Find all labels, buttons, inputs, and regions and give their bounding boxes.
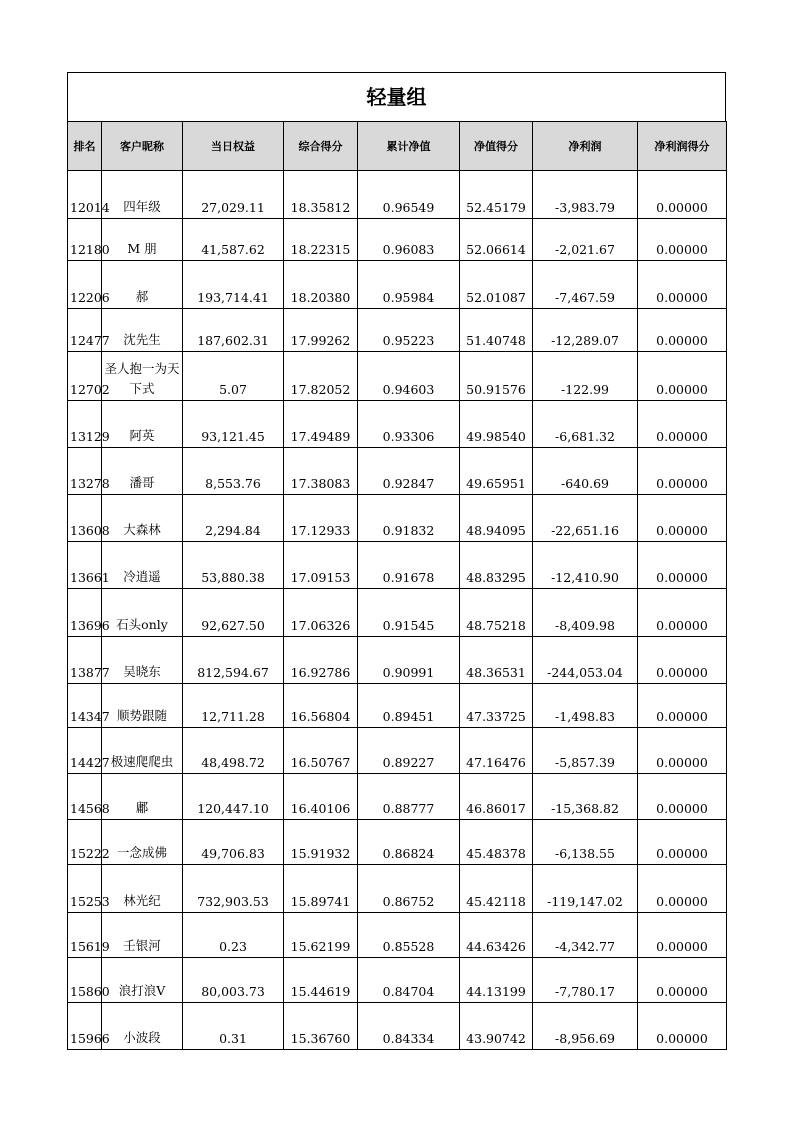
nickname-cell: 潘哥 xyxy=(102,448,183,495)
nav-cell: 0.84334 xyxy=(358,1003,460,1050)
nickname-cell: 圣人抱一为天下式 xyxy=(102,352,183,401)
score-cell: 17.12933 xyxy=(284,495,358,542)
equity-cell: 732,903.53 xyxy=(183,865,284,913)
nav-score-cell: 47.33725 xyxy=(460,684,533,728)
nav-score-cell: 52.06614 xyxy=(460,219,533,261)
equity-cell: 27,029.11 xyxy=(183,171,284,219)
rank-cell: 15860 xyxy=(68,958,102,1003)
nickname-cell: 林光纪 xyxy=(102,865,183,913)
profit-score-cell: 0.00000 xyxy=(638,401,727,448)
table-row xyxy=(68,219,727,261)
nav-cell: 0.89451 xyxy=(358,684,460,728)
equity-cell: 92,627.50 xyxy=(183,589,284,637)
equity-cell: 120,447.10 xyxy=(183,774,284,820)
profit-score-cell: 0.00000 xyxy=(638,913,727,958)
nickname-cell: 四年级 xyxy=(102,171,183,219)
nav-score-cell: 48.36531 xyxy=(460,637,533,684)
header-equity: 当日权益 xyxy=(183,122,284,171)
nav-score-cell: 52.45179 xyxy=(460,171,533,219)
table-row xyxy=(68,958,727,1003)
score-cell: 15.91932 xyxy=(284,820,358,865)
score-cell: 16.92786 xyxy=(284,637,358,684)
nav-score-cell: 52.01087 xyxy=(460,261,533,309)
nickname-cell: 吴晓东 xyxy=(102,637,183,684)
header-nav: 累计净值 xyxy=(358,122,460,171)
table-row xyxy=(68,589,727,637)
nav-cell: 0.86824 xyxy=(358,820,460,865)
nav-score-cell: 44.13199 xyxy=(460,958,533,1003)
profit-score-cell: 0.00000 xyxy=(638,542,727,589)
nav-score-cell: 45.42118 xyxy=(460,865,533,913)
nav-score-cell: 45.48378 xyxy=(460,820,533,865)
score-cell: 18.35812 xyxy=(284,171,358,219)
profit-cell: -12,289.07 xyxy=(533,309,638,352)
score-cell: 17.82052 xyxy=(284,352,358,401)
equity-cell: 49,706.83 xyxy=(183,820,284,865)
equity-cell: 53,880.38 xyxy=(183,542,284,589)
nav-cell: 0.91678 xyxy=(358,542,460,589)
profit-cell: -5,857.39 xyxy=(533,728,638,774)
rank-cell: 13696 xyxy=(68,589,102,637)
profit-score-cell: 0.00000 xyxy=(638,728,727,774)
equity-cell: 93,121.45 xyxy=(183,401,284,448)
table-row xyxy=(68,309,727,352)
rank-cell: 13877 xyxy=(68,637,102,684)
equity-cell: 2,294.84 xyxy=(183,495,284,542)
nav-cell: 0.92847 xyxy=(358,448,460,495)
profit-cell: -7,467.59 xyxy=(533,261,638,309)
score-cell: 16.56804 xyxy=(284,684,358,728)
nav-cell: 0.84704 xyxy=(358,958,460,1003)
table-row xyxy=(68,1003,727,1050)
equity-cell: 0.23 xyxy=(183,913,284,958)
score-cell: 16.40106 xyxy=(284,774,358,820)
nav-score-cell: 48.83295 xyxy=(460,542,533,589)
nav-cell: 0.89227 xyxy=(358,728,460,774)
rank-cell: 12206 xyxy=(68,261,102,309)
table-row xyxy=(68,401,727,448)
nickname-cell: 阿英 xyxy=(102,401,183,448)
header-nav-score: 净值得分 xyxy=(460,122,533,171)
profit-cell: -4,342.77 xyxy=(533,913,638,958)
equity-cell: 48,498.72 xyxy=(183,728,284,774)
score-cell: 15.36760 xyxy=(284,1003,358,1050)
profit-cell: -1,498.83 xyxy=(533,684,638,728)
profit-score-cell: 0.00000 xyxy=(638,495,727,542)
nickname-cell: M 朋 xyxy=(102,219,183,261)
table-row xyxy=(68,684,727,728)
score-cell: 17.09153 xyxy=(284,542,358,589)
nickname-cell: 鄘 xyxy=(102,774,183,820)
nav-score-cell: 48.75218 xyxy=(460,589,533,637)
nav-cell: 0.91832 xyxy=(358,495,460,542)
table-row xyxy=(68,728,727,774)
nav-score-cell: 50.91576 xyxy=(460,352,533,401)
score-cell: 18.22315 xyxy=(284,219,358,261)
header-row xyxy=(68,122,727,171)
rank-cell: 13129 xyxy=(68,401,102,448)
nav-cell: 0.95223 xyxy=(358,309,460,352)
nav-cell: 0.86752 xyxy=(358,865,460,913)
score-cell: 17.06326 xyxy=(284,589,358,637)
nav-score-cell: 44.63426 xyxy=(460,913,533,958)
table-row xyxy=(68,913,727,958)
nickname-cell: 顺势跟随 xyxy=(102,684,183,728)
score-cell: 17.49489 xyxy=(284,401,358,448)
rank-cell: 15619 xyxy=(68,913,102,958)
table-row xyxy=(68,171,727,219)
score-cell: 18.20380 xyxy=(284,261,358,309)
profit-cell: -2,021.67 xyxy=(533,219,638,261)
ranking-sheet xyxy=(67,72,726,1050)
table-row xyxy=(68,495,727,542)
profit-score-cell: 0.00000 xyxy=(638,865,727,913)
profit-cell: -7,780.17 xyxy=(533,958,638,1003)
score-cell: 15.44619 xyxy=(284,958,358,1003)
profit-score-cell: 0.00000 xyxy=(638,637,727,684)
profit-cell: -122.99 xyxy=(533,352,638,401)
ranking-table xyxy=(67,121,727,1050)
profit-score-cell: 0.00000 xyxy=(638,448,727,495)
group-title: 轻量组 xyxy=(67,72,726,121)
equity-cell: 41,587.62 xyxy=(183,219,284,261)
nav-score-cell: 43.90742 xyxy=(460,1003,533,1050)
profit-score-cell: 0.00000 xyxy=(638,1003,727,1050)
profit-cell: -119,147.02 xyxy=(533,865,638,913)
equity-cell: 193,714.41 xyxy=(183,261,284,309)
nickname-cell: 郝 xyxy=(102,261,183,309)
profit-cell: -6,681.32 xyxy=(533,401,638,448)
profit-cell: -244,053.04 xyxy=(533,637,638,684)
nav-cell: 0.95984 xyxy=(358,261,460,309)
header-rank: 排名 xyxy=(68,122,102,171)
profit-score-cell: 0.00000 xyxy=(638,958,727,1003)
rank-cell: 12702 xyxy=(68,352,102,401)
equity-cell: 5.07 xyxy=(183,352,284,401)
table-row xyxy=(68,261,727,309)
profit-cell: -22,651.16 xyxy=(533,495,638,542)
rank-cell: 12014 xyxy=(68,171,102,219)
nickname-cell: 大森林 xyxy=(102,495,183,542)
profit-score-cell: 0.00000 xyxy=(638,171,727,219)
profit-cell: -15,368.82 xyxy=(533,774,638,820)
score-cell: 15.89741 xyxy=(284,865,358,913)
rank-cell: 12180 xyxy=(68,219,102,261)
profit-cell: -8,956.69 xyxy=(533,1003,638,1050)
table-row xyxy=(68,637,727,684)
rank-cell: 15222 xyxy=(68,820,102,865)
profit-score-cell: 0.00000 xyxy=(638,219,727,261)
score-cell: 17.38083 xyxy=(284,448,358,495)
nav-cell: 0.91545 xyxy=(358,589,460,637)
header-profit: 净利润 xyxy=(533,122,638,171)
equity-cell: 12,711.28 xyxy=(183,684,284,728)
nickname-cell: 一念成佛 xyxy=(102,820,183,865)
profit-cell: -12,410.90 xyxy=(533,542,638,589)
rank-cell: 15966 xyxy=(68,1003,102,1050)
nav-score-cell: 46.86017 xyxy=(460,774,533,820)
header-score: 综合得分 xyxy=(284,122,358,171)
nickname-cell: 沈先生 xyxy=(102,309,183,352)
equity-cell: 0.31 xyxy=(183,1003,284,1050)
profit-score-cell: 0.00000 xyxy=(638,774,727,820)
profit-score-cell: 0.00000 xyxy=(638,820,727,865)
profit-cell: -640.69 xyxy=(533,448,638,495)
table-row xyxy=(68,542,727,589)
score-cell: 15.62199 xyxy=(284,913,358,958)
profit-score-cell: 0.00000 xyxy=(638,261,727,309)
nav-cell: 0.96549 xyxy=(358,171,460,219)
nickname-cell: 浪打浪V xyxy=(102,958,183,1003)
table-row xyxy=(68,352,727,401)
table-row xyxy=(68,448,727,495)
rank-cell: 14347 xyxy=(68,684,102,728)
rank-cell: 13661 xyxy=(68,542,102,589)
nav-score-cell: 47.16476 xyxy=(460,728,533,774)
nav-cell: 0.96083 xyxy=(358,219,460,261)
profit-score-cell: 0.00000 xyxy=(638,352,727,401)
profit-score-cell: 0.00000 xyxy=(638,589,727,637)
profit-score-cell: 0.00000 xyxy=(638,309,727,352)
rank-cell: 13608 xyxy=(68,495,102,542)
nav-cell: 0.88777 xyxy=(358,774,460,820)
nav-score-cell: 49.98540 xyxy=(460,401,533,448)
profit-cell: -3,983.79 xyxy=(533,171,638,219)
nav-score-cell: 49.65951 xyxy=(460,448,533,495)
rank-cell: 14427 xyxy=(68,728,102,774)
nickname-cell: 冷逍遥 xyxy=(102,542,183,589)
nav-score-cell: 51.40748 xyxy=(460,309,533,352)
header-profit-score: 净利润得分 xyxy=(638,122,727,171)
nickname-cell: 石头only xyxy=(102,589,183,637)
profit-cell: -6,138.55 xyxy=(533,820,638,865)
nav-score-cell: 48.94095 xyxy=(460,495,533,542)
score-cell: 16.50767 xyxy=(284,728,358,774)
equity-cell: 812,594.67 xyxy=(183,637,284,684)
nickname-cell: 壬银河 xyxy=(102,913,183,958)
equity-cell: 80,003.73 xyxy=(183,958,284,1003)
nickname-cell: 小波段 xyxy=(102,1003,183,1050)
equity-cell: 187,602.31 xyxy=(183,309,284,352)
rank-cell: 14568 xyxy=(68,774,102,820)
nav-cell: 0.85528 xyxy=(358,913,460,958)
nav-cell: 0.90991 xyxy=(358,637,460,684)
nav-cell: 0.94603 xyxy=(358,352,460,401)
rank-cell: 12477 xyxy=(68,309,102,352)
header-nickname: 客户昵称 xyxy=(102,122,183,171)
table-row xyxy=(68,774,727,820)
rank-cell: 15253 xyxy=(68,865,102,913)
nav-cell: 0.93306 xyxy=(358,401,460,448)
nickname-cell: 极速爬爬虫 xyxy=(102,728,183,774)
profit-score-cell: 0.00000 xyxy=(638,684,727,728)
profit-cell: -8,409.98 xyxy=(533,589,638,637)
score-cell: 17.99262 xyxy=(284,309,358,352)
rank-cell: 13278 xyxy=(68,448,102,495)
table-row xyxy=(68,865,727,913)
equity-cell: 8,553.76 xyxy=(183,448,284,495)
table-row xyxy=(68,820,727,865)
